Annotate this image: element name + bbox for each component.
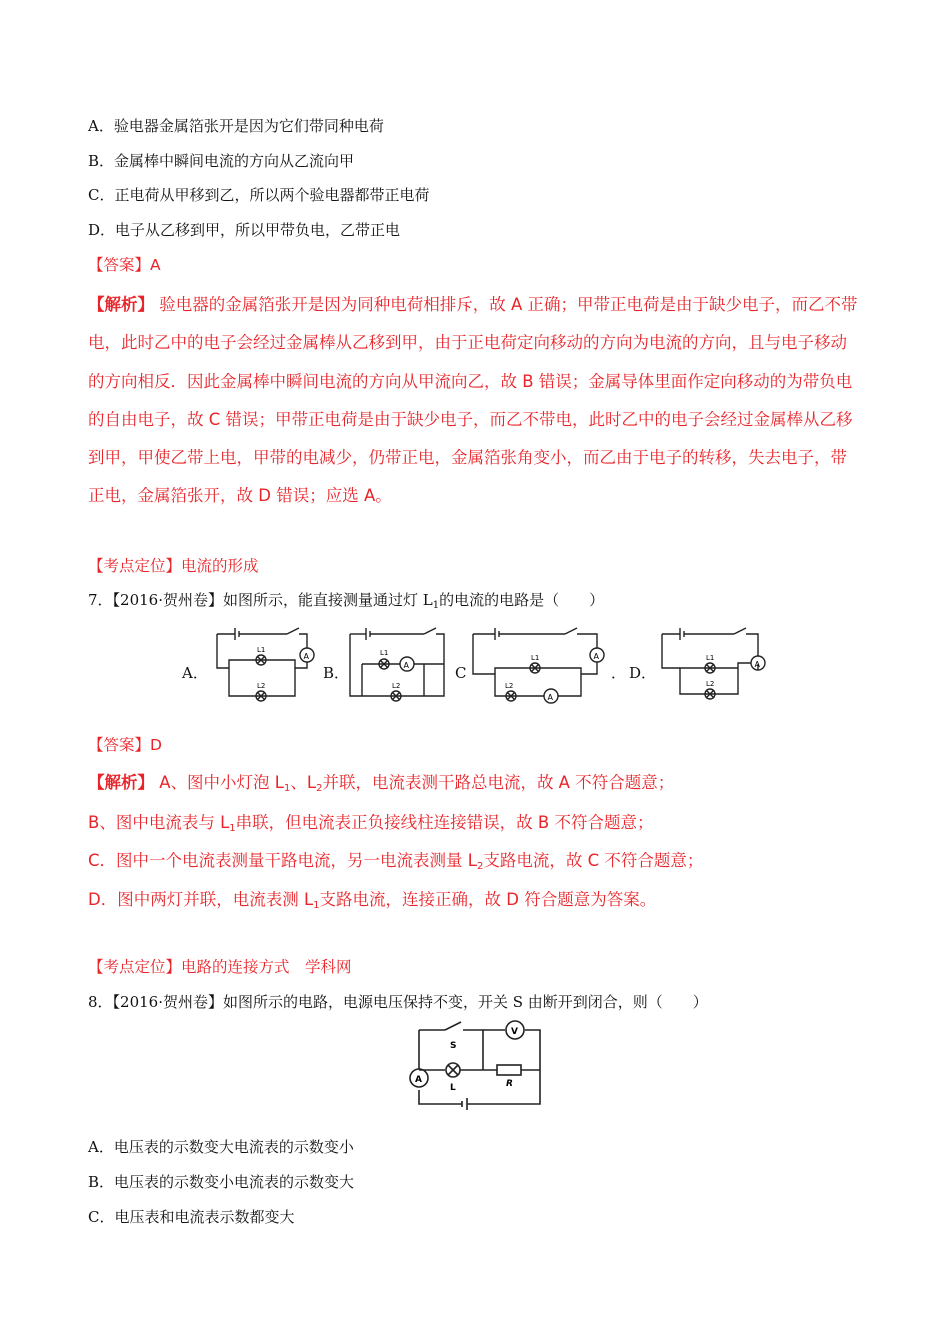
analysis-text-b: 串联，但电流表正负接线柱连接错误，故 B 不符合题意；	[235, 813, 654, 832]
analysis-tag: 【解析】	[88, 295, 154, 314]
analysis-text-a: B、图中电流表与 L	[88, 813, 230, 832]
q6-analysis-line-5: 到甲，甲使乙带上电，甲带的电减少，仍带正电，金属箔张角变小，而乙由于电子的转移，失去电子，带	[88, 448, 847, 467]
q7-analysis-line-3	[88, 851, 703, 877]
point-tag: 【考点定位】	[88, 557, 182, 575]
analysis-tag: 【解析】	[88, 773, 154, 792]
q6-analysis-line-1	[88, 295, 858, 315]
analysis-text-a: A、图中小灯泡 L	[159, 773, 284, 792]
lamp-1-label: L1	[380, 649, 389, 657]
q8-stem: 8．【2016·贺州卷】如图所示的电路，电源电压保持不变，开关 S 由断开到闭合，则（ ）	[88, 993, 708, 1011]
q7-analysis-line-4	[88, 890, 656, 916]
lamp-2-label: L2	[706, 680, 715, 688]
ammeter-label-2: A	[547, 693, 553, 702]
q7-analysis-line-2	[88, 813, 653, 839]
lamp-1-label: L1	[531, 654, 540, 662]
q7-circuit-b	[344, 624, 454, 704]
ammeter-label: A	[415, 1075, 422, 1085]
analysis-text-a: D．图中两灯并联，电流表测 L	[88, 890, 314, 909]
answer-tag: 【答案】	[88, 736, 151, 754]
lamp-2-label: L2	[392, 682, 401, 690]
point-text: 电路的连接方式 学科网	[181, 958, 352, 976]
q7-stem-prefix: 7．【2016·贺州卷】如图所示，能直接测量通过灯 L	[88, 591, 433, 609]
lamp-2-label: L2	[505, 682, 514, 690]
q8-option-b: B．电压表的示数变小电流表的示数变大	[88, 1173, 355, 1191]
q7-diagram-label-dot: ．	[611, 664, 627, 682]
q6-analysis-line-2: 电，此时乙中的电子会经过金属棒从乙移到甲，由于正电荷定向移动的方向为电流的方向，且与电子移动	[88, 333, 847, 352]
voltmeter-label: V	[511, 1027, 518, 1037]
q7-analysis-line-1	[88, 773, 674, 799]
q6-option-b: B．金属棒中瞬间电流的方向从乙流向甲	[88, 152, 355, 170]
q6-answer	[88, 255, 161, 275]
q7-answer	[88, 735, 162, 755]
q6-analysis-line-6: 正电，金属箔张开，故 D 错误；应选 A。	[88, 486, 392, 505]
answer-tag: 【答案】	[88, 256, 151, 274]
answer-value: A	[150, 256, 161, 274]
analysis-text-c: 并联，电流表测干路总电流，故 A 不符合题意；	[322, 773, 675, 792]
q7-stem-suffix: 的电流的电路是（ ）	[439, 591, 605, 609]
q7-stem-sub: 1	[432, 600, 440, 611]
q6-analysis-line-4: 的自由电子，故 C 错误；甲带正电荷是由于缺少电子，而乙不带电，此时乙中的电子会经过金属棒从乙移	[88, 410, 853, 429]
q7-diagram-label-c: C	[455, 664, 467, 682]
ammeter-label: A	[593, 652, 599, 661]
ammeter-label: A	[754, 660, 760, 669]
q7-diagram-label-b: B．	[323, 664, 350, 682]
q7-point	[88, 957, 352, 977]
q7-diagram-label-a: A．	[182, 664, 208, 682]
ammeter-label: A	[403, 661, 409, 670]
q7-circuit-c	[465, 624, 613, 706]
analysis-text-b: 支路电流，故 C 不符合题意；	[483, 851, 704, 870]
q6-option-d: D．电子从乙移到甲，所以甲带负电，乙带正电	[88, 221, 401, 239]
lamp-label: L	[450, 1083, 456, 1093]
lamp-1-label: L1	[257, 646, 266, 654]
q7-diagram-label-d: D．	[629, 664, 657, 682]
answer-value: D	[150, 736, 162, 754]
q6-point	[88, 556, 259, 576]
switch-label: S	[450, 1041, 457, 1051]
analysis-text: 验电器的金属箔张开是因为同种电荷相排斥，故 A 正确；甲带正电荷是由于缺少电子，而乙不带	[159, 295, 858, 314]
analysis-text-a: C．图中一个电流表测量干路电流，另一电流表测量 L	[88, 851, 477, 870]
point-text: 电流的形成	[181, 557, 259, 575]
sub: 1	[229, 823, 236, 834]
q7-stem	[88, 590, 604, 616]
lamp-1-label: L1	[706, 654, 715, 662]
q8-option-c: C．电压表和电流表示数都变大	[88, 1208, 295, 1226]
resistor-label: R	[506, 1079, 513, 1089]
q7-circuit-d	[652, 622, 770, 704]
lamp-2-label: L2	[257, 682, 266, 690]
point-tag: 【考点定位】	[88, 958, 182, 976]
q6-analysis-line-3: 的方向相反．因此金属棒中瞬间电流的方向从甲流向乙，故 B 错误；金属导体里面作定向移动的为带负电	[88, 372, 853, 391]
q8-option-a: A．电压表的示数变大电流表的示数变小	[88, 1138, 354, 1156]
analysis-text-b: 支路电流，连接正确，故 D 符合题意为答案。	[319, 890, 657, 909]
q6-option-a: A．验电器金属箔张开是因为它们带同种电荷	[88, 117, 384, 135]
sub: 2	[476, 861, 484, 872]
ammeter-label: A	[303, 652, 309, 661]
q8-circuit	[405, 1020, 550, 1116]
sub-1: 1	[283, 783, 291, 794]
sub-2: 2	[316, 783, 323, 794]
q6-option-c: C．正电荷从甲移到乙，所以两个验电器都带正电荷	[88, 186, 430, 204]
sub: 1	[313, 900, 320, 911]
analysis-text-b: 、L	[290, 773, 317, 792]
q7-circuit-a	[205, 624, 323, 704]
